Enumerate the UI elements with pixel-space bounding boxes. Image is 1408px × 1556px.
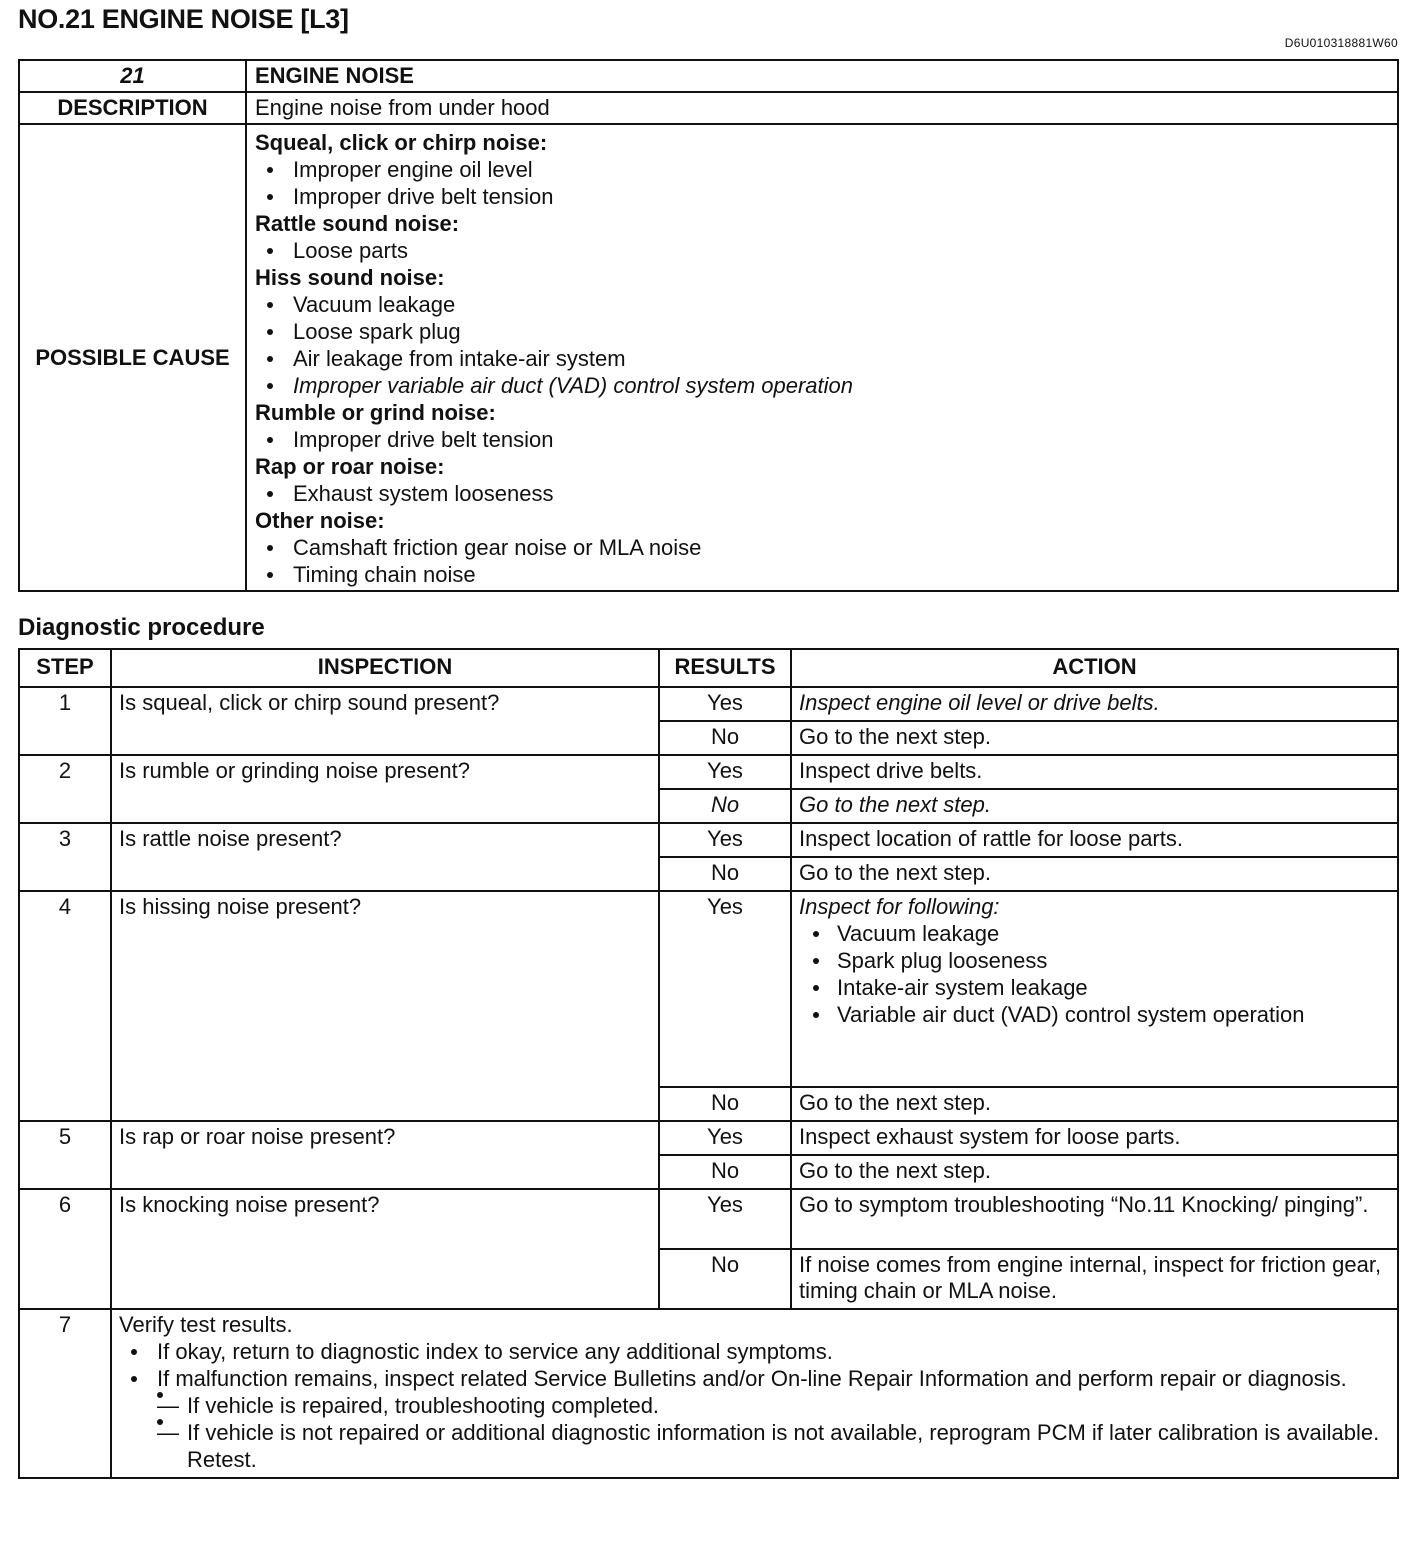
info-row-code (19, 60, 1398, 92)
action-item: Vacuum leakage (799, 920, 1390, 947)
cause-item: Loose spark plug (255, 318, 1389, 345)
action-no: Go to the next step. (791, 1087, 1398, 1121)
action-no: If noise comes from engine internal, inspect for friction gear, timing chain or MLA noise. (791, 1249, 1398, 1309)
cause-group (255, 129, 1389, 210)
inspection-text: Is rap or roar noise present? (111, 1121, 659, 1189)
verify-item-text: If malfunction remains, inspect related Service Bulletins and/or On-line Repair Information and perform repair or diagnosis. (157, 1366, 1347, 1391)
step-number: 3 (19, 823, 111, 891)
action-no: Go to the next step. (791, 789, 1398, 823)
col-header-inspection: INSPECTION (111, 649, 659, 687)
result-yes: Yes (659, 687, 791, 721)
col-header-step: STEP (19, 649, 111, 687)
cause-item: Improper drive belt tension (255, 183, 1389, 210)
step-number: 2 (19, 755, 111, 823)
cause-item: Timing chain noise (255, 561, 1389, 588)
table-row (19, 823, 1398, 857)
verify-test-results (111, 1309, 1398, 1478)
cause-group-heading: Hiss sound noise: (255, 265, 445, 290)
action-item: Intake-air system leakage (799, 974, 1390, 1001)
action-yes: Go to symptom troubleshooting “No.11 Knocking/ pinging”. (791, 1189, 1398, 1249)
verify-item (119, 1365, 1390, 1473)
action-item: Spark plug looseness (799, 947, 1390, 974)
page-title: NO.21 ENGINE NOISE [L3] (18, 4, 349, 34)
cause-item: Loose parts (255, 237, 1389, 264)
table-row (19, 891, 1398, 1087)
cause-group (255, 210, 1389, 264)
action-no: Go to the next step. (791, 1155, 1398, 1189)
table-row (19, 687, 1398, 721)
inspection-text: Is rattle noise present? (111, 823, 659, 891)
cause-item: Improper variable air duct (VAD) control system operation (255, 372, 1389, 399)
cause-group-heading: Rumble or grind noise: (255, 400, 496, 425)
info-row-description (19, 92, 1398, 124)
cause-group (255, 264, 1389, 399)
cause-group-heading: Rattle sound noise: (255, 211, 460, 236)
action-yes: Inspect location of rattle for loose parts. (791, 823, 1398, 857)
step-number: 6 (19, 1189, 111, 1309)
table-row (19, 755, 1398, 789)
cause-group-heading: Squeal, click or chirp noise: (255, 130, 548, 155)
table-row (19, 1121, 1398, 1155)
result-yes: Yes (659, 1189, 791, 1249)
diagnostic-procedure-table (18, 648, 1399, 1479)
inspection-text: Is hissing noise present? (111, 891, 659, 1121)
action-yes: Inspect drive belts. (791, 755, 1398, 789)
result-no: No (659, 1249, 791, 1309)
table-header-row (19, 649, 1398, 687)
cause-group (255, 507, 1389, 588)
col-header-action: ACTION (791, 649, 1398, 687)
table-row (19, 1309, 1398, 1478)
action-yes: Inspect for following: (799, 894, 1000, 919)
cause-item: Improper drive belt tension (255, 426, 1389, 453)
result-no: No (659, 721, 791, 755)
cause-item: Improper engine oil level (255, 156, 1389, 183)
result-yes: Yes (659, 823, 791, 857)
step-number: 4 (19, 891, 111, 1121)
result-no: No (659, 1087, 791, 1121)
step-number: 7 (19, 1309, 111, 1478)
inspection-text: Is knocking noise present? (111, 1189, 659, 1309)
action-yes: Inspect exhaust system for loose parts. (791, 1121, 1398, 1155)
info-row-possible-cause (19, 124, 1398, 591)
action-yes: Inspect engine oil level or drive belts. (791, 687, 1398, 721)
symptom-name: ENGINE NOISE (246, 60, 1398, 92)
cause-item: Exhaust system looseness (255, 480, 1389, 507)
verify-lead: Verify test results. (119, 1312, 293, 1337)
symptom-number: 21 (19, 60, 246, 92)
cause-group-heading: Rap or roar noise: (255, 454, 445, 479)
cause-item: Vacuum leakage (255, 291, 1389, 318)
possible-cause-list (246, 124, 1398, 591)
result-yes: Yes (659, 755, 791, 789)
action-no: Go to the next step. (791, 721, 1398, 755)
step-number: 1 (19, 687, 111, 755)
document-code: D6U010318881W60 (1284, 36, 1398, 50)
description-value: Engine noise from under hood (246, 92, 1398, 124)
result-no: No (659, 857, 791, 891)
inspection-text: Is squeal, click or chirp sound present? (111, 687, 659, 755)
result-no: No (659, 789, 791, 823)
verify-sub-item: — If vehicle is not repaired or additional diagnostic information is not available, reprogram PCM if later calibration is available. Retest. (157, 1419, 1390, 1473)
description-label: DESCRIPTION (19, 92, 246, 124)
verify-sub-item: — If vehicle is repaired, troubleshooting completed. (157, 1392, 1390, 1419)
table-row (19, 1189, 1398, 1249)
result-no: No (659, 1155, 791, 1189)
result-yes: Yes (659, 891, 791, 1087)
cause-group-heading: Other noise: (255, 508, 385, 533)
cause-item: Camshaft friction gear noise or MLA noise (255, 534, 1389, 561)
col-header-results: RESULTS (659, 649, 791, 687)
inspection-text: Is rumble or grinding noise present? (111, 755, 659, 823)
symptom-info-table (18, 59, 1399, 592)
cause-group (255, 399, 1389, 453)
action-no: Go to the next step. (791, 857, 1398, 891)
action-item: Variable air duct (VAD) control system operation (799, 1001, 1390, 1028)
cause-item: Air leakage from intake-air system (255, 345, 1389, 372)
action-yes-list (791, 891, 1398, 1087)
possible-cause-label: POSSIBLE CAUSE (19, 124, 246, 591)
result-yes: Yes (659, 1121, 791, 1155)
cause-group (255, 453, 1389, 507)
verify-item: If okay, return to diagnostic index to service any additional symptoms. (119, 1338, 1390, 1365)
step-number: 5 (19, 1121, 111, 1189)
diagnostic-procedure-title: Diagnostic procedure (18, 614, 265, 641)
